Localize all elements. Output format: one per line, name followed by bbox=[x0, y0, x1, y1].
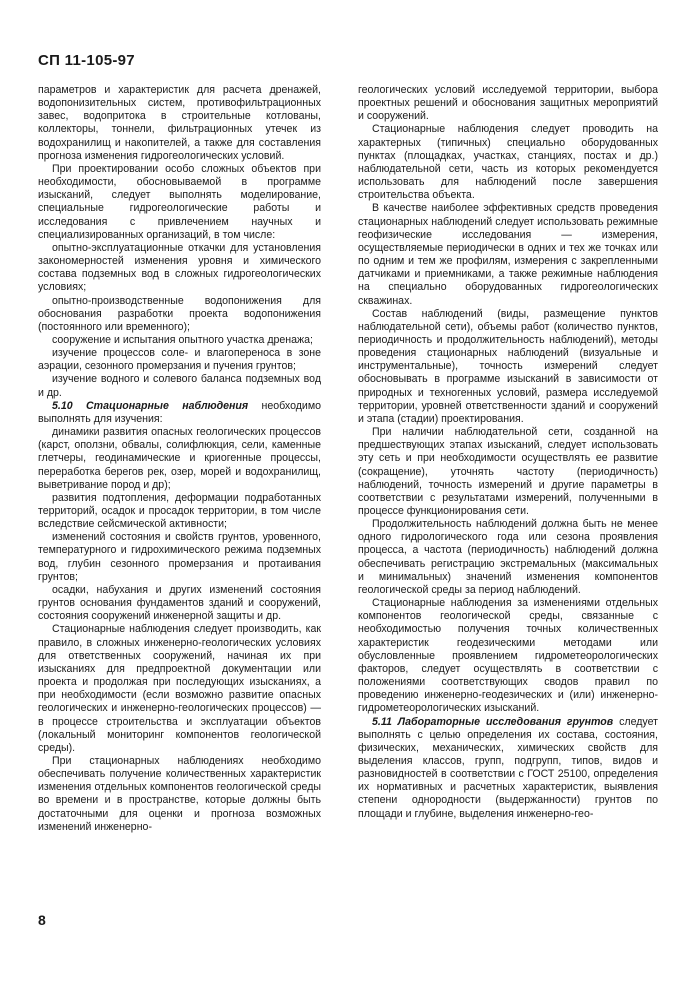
list-item: динамики развития опасных геологических процессов (карст, оползни, обвалы, солифлюкция, сели, каменные глетчеры, геодинамические и криогенные процессы, переработка берегов рек, озер, морей и водохранилищ, выветривание пород и др); bbox=[38, 426, 321, 491]
list-item: развития подтопления, деформации подработанных территорий, осадок и просадок территории, в том числе вследствие сейсмической активности; bbox=[38, 491, 321, 531]
left-column bbox=[38, 84, 321, 834]
section-text: необходимо выполнять для изучения: bbox=[38, 399, 321, 425]
paragraph: Состав наблюдений (виды, размещение пунктов наблюдательной сети), объемы работ (количество пунктов, периодичность и продолжительность наблюдений), методы проведения стационарных наблюдений (визуальные и инструментальные), точность измерений следует обосновывать в программе изысканий в зависимости от природных и техногенных условий, размера исследуемой территории, уровней ответственности зданий и сооружений и этапа (стадии) проектирования. bbox=[358, 307, 658, 425]
paragraph: Стационарные наблюдения за изменениями отдельных компонентов геологической среды, связанные с необходимостью получения точных количественных характеристик геодезическими методами или обусловленные проявлением гидрометеорологических факторов, следует осуществлять в соответствии с положениями соответствующих сводов правил по проведению инженерно-геодезических и (или) инженерно-гидрометеорологических изысканий. bbox=[358, 597, 658, 715]
list-item: изменений состояния и свойств грунтов, уровенного, температурного и гидрохимического режима подземных вод, глубин сезонного промерзания и протаивания грунтов; bbox=[38, 531, 321, 583]
paragraph: Стационарные наблюдения следует проводить на характерных (типичных) специально оборудованных пунктах (площадках, участках, станциях, постах и др.) наблюдательной сети, часть из которых рекомендуется использовать для наблюдений после завершения строительства объекта. bbox=[358, 123, 658, 202]
section-5-10 bbox=[38, 400, 321, 426]
paragraph: При стационарных наблюдениях необходимо обеспечивать получение количественных характеристик изменения отдельных компонентов геологической среды во времени и в пространстве, которые должны быть достаточными для оценки и прогноза возможных изменений инженерно- bbox=[38, 754, 321, 833]
list-item: опытно-эксплуатационные откачки для установления закономерностей изменения уровня и химического состава подземных вод в сложных гидрогеологических условиях; bbox=[38, 241, 321, 294]
paragraph: геологических условий исследуемой территории, выбора проектных решений и обоснования защитных мероприятий и сооружений. bbox=[358, 84, 658, 123]
section-5-11 bbox=[358, 716, 658, 821]
paragraph: параметров и характеристик для расчета дренажей, водопонизительных систем, противофильтрационных завес, водопритока в строительные котлованы, коллекторы, тоннели, фильтрационных утечек из водохранилищ и накопителей, а также для составления прогноза изменения гидрогеологических условий. bbox=[38, 84, 321, 162]
paragraph: При наличии наблюдательной сети, созданной на предшествующих этапах изысканий, следует использовать эту сеть и при необходимости осуществлять ее развитие (сокращение), уточнять частоту (периодичность) наблюдений, точность измерений и другие параметры в соответствии с результатами измерений, полученными в процессе функционирования сети. bbox=[358, 426, 658, 517]
paragraph: В качестве наиболее эффективных средств проведения стационарных наблюдений следует использовать режимные геофизические исследования — измерения, осуществляемые периодически в одних и тех же точках или по одним и тем же профилям, измерения с закрепленными датчиками и приемниками, а также режимные наблюдения на специально оборудованных гидрогеологических скважинах. bbox=[358, 202, 658, 307]
paragraph: Стационарные наблюдения следует производить, как правило, в сложных инженерно-геологических условиях для ответственных сооружений, начиная их при изысканиях для предпроектной документации или проекта и продолжая при последующих изысканиях, а при необходимости (если возможно развитие опасных геологических и инженерно-геологических процессов) — в процессе строительства и эксплуатации объектов (локальный мониторинг компонентов геологической среды). bbox=[38, 623, 321, 754]
section-heading: 5.10 Стационарные наблюдения bbox=[52, 399, 249, 412]
section-text: следует выполнять с целью определения их состава, состояния, физических, механических, химических свойств для выделения классов, групп, подгрупп, типов, видов и разновидностей в соответствии с ГОСТ 25100, определения их нормативных и расчетных характеристик, выявления степени однородности (выдержанности) грунтов по площади и глубине, выделения инженерно-гео- bbox=[358, 715, 658, 820]
list-item: сооружение и испытания опытного участка дренажа; bbox=[52, 333, 313, 346]
list-item: изучение водного и солевого баланса подземных вод и др. bbox=[38, 373, 321, 399]
list-item: опытно-производственные водопонижения для обоснования разработки проекта водопонижения (постоянного или временного); bbox=[38, 294, 321, 333]
list-item: осадки, набухания и других изменений состояния грунтов основания фундаментов зданий и сооружений, состояния сооружений инженерной защиты и др. bbox=[38, 583, 321, 623]
document-code: СП 11-105-97 bbox=[38, 52, 135, 69]
right-column bbox=[358, 84, 658, 821]
paragraph: При проектировании особо сложных объектов при необходимости, обосновываемой в программе изысканий, следует выполнять моделирование, специальные гидрогеологические работы и исследования с привлечением научных и специализированных организаций, в том числе: bbox=[38, 162, 321, 241]
paragraph: Продолжительность наблюдений должна быть не менее одного гидрологического года или сезона проявления процесса, а частота (периодичность) наблюдений должна обеспечивать регистрацию экстремальных (максимальных и минимальных) значений изменения компонентов геологической среды за период наблюдений. bbox=[358, 518, 658, 596]
section-heading: 5.11 Лабораторные исследования грунтов bbox=[372, 715, 614, 728]
list-item: изучение процессов соле- и влагопереноса в зоне аэрации, сезонного промерзания и пучения грунтов; bbox=[38, 347, 321, 373]
page-number: 8 bbox=[38, 912, 46, 928]
